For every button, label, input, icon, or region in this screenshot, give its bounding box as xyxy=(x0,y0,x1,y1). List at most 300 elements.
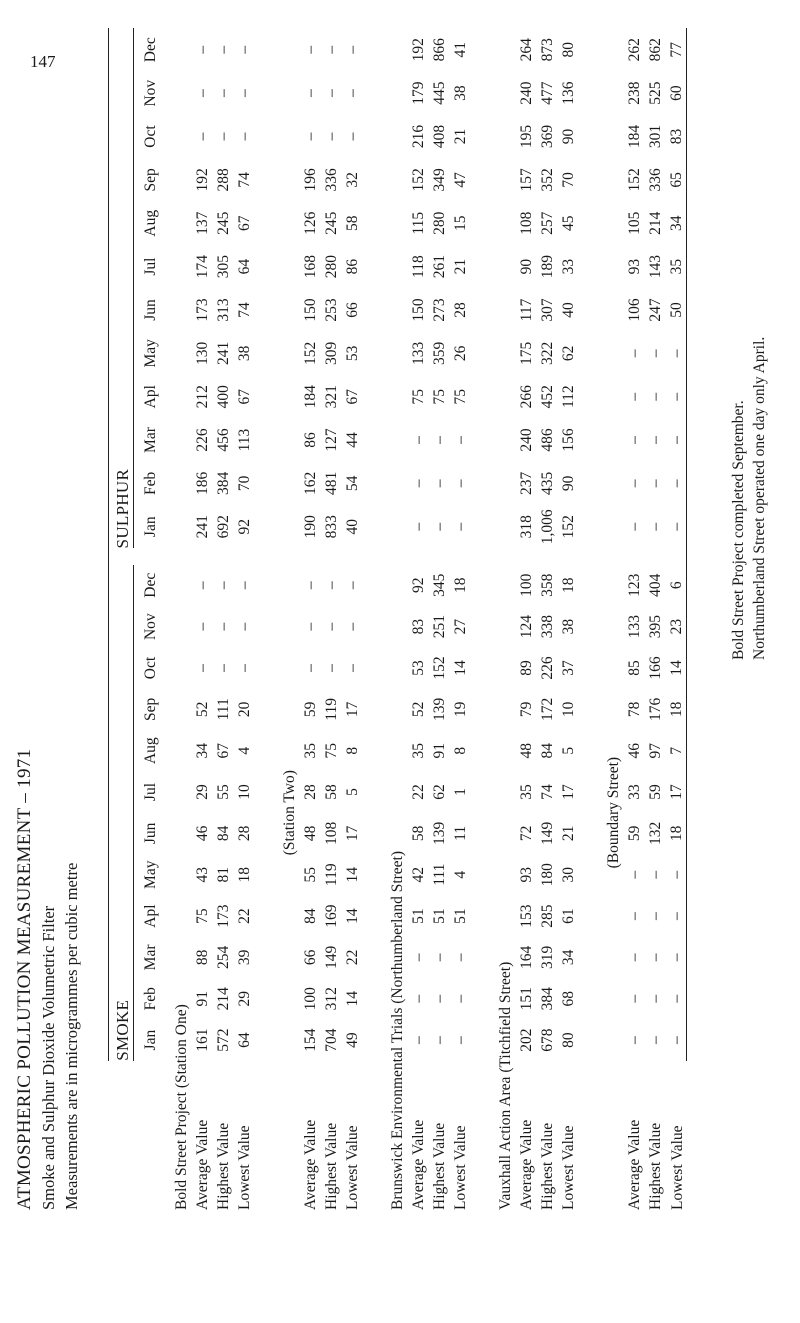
sulphur-value-cell: 245 xyxy=(215,211,232,235)
sulphur-value-cell: 435 xyxy=(539,471,556,496)
sulphur-value-cell: 64 xyxy=(236,258,253,275)
smoke-value-cell: 119 xyxy=(323,698,340,721)
sulphur-value-cell: 112 xyxy=(560,385,577,409)
sulphur-value-cell: 137 xyxy=(194,211,211,235)
smoke-value-cell: 8 xyxy=(452,746,469,755)
sulphur-value-cell: 400 xyxy=(215,385,232,409)
sulphur-value-cell: 408 xyxy=(431,124,448,149)
sulphur-value-cell: 133 xyxy=(410,341,427,365)
sulphur-value-cell: 352 xyxy=(539,168,556,192)
sulphur-value-cell: 322 xyxy=(539,341,556,365)
smoke-value-cell: 132 xyxy=(647,821,664,845)
sulphur-value-cell: – xyxy=(194,89,211,98)
sulphur-value-cell: 40 xyxy=(560,302,577,318)
smoke-value-cell: – xyxy=(626,994,643,1003)
smoke-value-cell: 704 xyxy=(323,1028,340,1052)
smoke-value-cell: 84 xyxy=(215,825,232,842)
smoke-value-cell: 166 xyxy=(647,656,664,680)
sulphur-value-cell: – xyxy=(626,522,643,531)
sulphur-value-cell: 452 xyxy=(539,385,556,409)
smoke-value-cell: 19 xyxy=(452,701,469,718)
sulphur-value-cell: – xyxy=(665,462,687,505)
smoke-value-cell: 17 xyxy=(344,701,361,718)
sulphur-value-cell: 58 xyxy=(344,215,361,231)
smoke-value-cell: – xyxy=(626,953,643,962)
smoke-value-cell: 61 xyxy=(560,908,577,924)
sulphur-value-cell: 190 xyxy=(302,515,319,539)
smoke-value-cell: 345 xyxy=(431,573,448,597)
sulphur-value-cell: 157 xyxy=(518,168,535,192)
smoke-value-cell: 48 xyxy=(302,825,319,842)
smoke-value-cell: 30 xyxy=(560,866,577,883)
sulphur-value-cell: 280 xyxy=(323,254,340,279)
sulphur-value-cell: 127 xyxy=(323,428,340,452)
smoke-value-cell: 254 xyxy=(215,945,232,970)
sulphur-value-cell: 32 xyxy=(344,172,361,188)
sulphur-value-cell: 241 xyxy=(194,515,211,539)
sulphur-value-cell: 21 xyxy=(452,128,469,145)
smoke-month-header: Jun xyxy=(142,822,159,845)
sulphur-value-cell: 28 xyxy=(452,302,469,318)
smoke-value-cell: – xyxy=(410,994,427,1003)
smoke-value-cell: 51 xyxy=(431,908,448,924)
smoke-value-cell: 59 xyxy=(647,784,664,800)
sulphur-value-cell: 184 xyxy=(302,385,319,409)
smoke-value-cell: 176 xyxy=(647,697,664,721)
sulphur-value-cell: 86 xyxy=(302,432,319,448)
units-note: Measurements are in microgrammes per cubic metre xyxy=(62,862,81,1210)
smoke-value-cell: 91 xyxy=(431,742,448,759)
smoke-value-cell: 14 xyxy=(344,991,361,1007)
sulphur-value-cell: 90 xyxy=(518,258,535,275)
sulphur-value-cell: 288 xyxy=(215,168,232,192)
sulphur-value-cell: 192 xyxy=(194,168,211,192)
row-label: Highest Value xyxy=(647,1122,664,1210)
smoke-value-cell: 172 xyxy=(539,697,556,721)
smoke-value-cell: 7 xyxy=(665,730,687,771)
sulphur-value-cell: 318 xyxy=(518,515,535,539)
smoke-value-cell: 5 xyxy=(344,788,361,796)
sulphur-value-cell: – xyxy=(665,375,687,418)
sulphur-value-cell: 156 xyxy=(560,428,577,452)
sulphur-value-cell: 108 xyxy=(518,211,535,235)
smoke-value-cell: 572 xyxy=(215,1028,232,1052)
smoke-value-cell: 358 xyxy=(539,573,556,597)
sulphur-value-cell: 67 xyxy=(236,388,253,405)
smoke-month-header: Sep xyxy=(142,697,159,721)
table-row xyxy=(341,28,362,1210)
sulphur-value-cell: 184 xyxy=(626,124,643,149)
smoke-value-cell: 18 xyxy=(560,577,577,594)
smoke-value-cell: 108 xyxy=(323,821,340,845)
sulphur-value-cell: 77 xyxy=(665,28,687,71)
smoke-value-cell: 404 xyxy=(647,573,664,597)
sulphur-month-header: Jul xyxy=(142,257,159,276)
sulphur-value-cell: 238 xyxy=(626,81,643,105)
sulphur-value-cell: 168 xyxy=(302,254,319,279)
smoke-value-cell: 64 xyxy=(236,1032,253,1048)
smoke-value-cell: 88 xyxy=(194,949,211,966)
sulphur-value-cell: 192 xyxy=(410,38,427,62)
smoke-value-cell: 28 xyxy=(302,784,319,800)
smoke-value-cell: 74 xyxy=(539,784,556,800)
sulphur-value-cell: – xyxy=(236,45,253,54)
smoke-value-cell: 48 xyxy=(518,742,535,759)
smoke-value-cell: 59 xyxy=(302,701,319,718)
smoke-value-cell: – xyxy=(665,978,687,1019)
row-label: Lowest Value xyxy=(344,1125,361,1210)
smoke-value-cell: 14 xyxy=(665,647,687,688)
page-number: 147 xyxy=(30,52,56,71)
smoke-value-cell: 251 xyxy=(431,615,448,639)
smoke-value-cell: – xyxy=(647,912,664,920)
sulphur-month-header: Mar xyxy=(142,427,159,453)
sulphur-value-cell: 53 xyxy=(344,345,361,362)
sulphur-value-cell: – xyxy=(194,45,211,54)
sulphur-value-cell: 240 xyxy=(518,428,535,452)
smoke-value-cell: – xyxy=(665,937,687,978)
sulphur-value-cell: – xyxy=(626,436,643,444)
sulphur-value-cell: 336 xyxy=(647,168,664,192)
smoke-value-cell: 10 xyxy=(236,784,253,800)
smoke-value-cell: – xyxy=(344,664,361,672)
smoke-value-cell: 33 xyxy=(626,784,643,800)
sulphur-value-cell: 44 xyxy=(344,432,361,448)
sulphur-value-cell: 237 xyxy=(518,471,535,496)
smoke-value-cell: 29 xyxy=(236,991,253,1007)
smoke-value-cell: 28 xyxy=(236,825,253,842)
sulphur-month-header: Apl xyxy=(142,385,159,409)
sulphur-value-cell: – xyxy=(410,436,427,444)
smoke-value-cell: – xyxy=(215,622,232,631)
section-title: (Boundary Street) xyxy=(605,756,622,869)
sulphur-value-cell: 126 xyxy=(302,211,319,235)
sulphur-value-cell: – xyxy=(215,132,232,141)
smoke-value-cell: – xyxy=(344,581,361,590)
sulphur-value-cell: 35 xyxy=(665,245,687,288)
sulphur-value-cell: – xyxy=(236,89,253,98)
sulphur-value-cell: 226 xyxy=(194,428,211,452)
smoke-value-cell: 35 xyxy=(518,784,535,800)
sulphur-value-cell: – xyxy=(215,89,232,98)
sulphur-value-cell: 866 xyxy=(431,38,448,62)
sulphur-value-cell: 74 xyxy=(236,172,253,188)
sulphur-value-cell: 38 xyxy=(236,345,253,362)
sulphur-value-cell: 195 xyxy=(518,124,535,149)
sulphur-value-cell: – xyxy=(647,436,664,444)
smoke-value-cell: 38 xyxy=(560,618,577,635)
smoke-value-cell: – xyxy=(323,664,340,672)
smoke-value-cell: 5 xyxy=(560,746,577,755)
smoke-value-cell: 42 xyxy=(410,866,427,883)
sulphur-value-cell: – xyxy=(344,132,361,141)
sulphur-month-header: Dec xyxy=(142,37,159,63)
smoke-value-cell: 80 xyxy=(560,1032,577,1048)
sulphur-group-header: SULPHUR xyxy=(109,28,134,548)
sulphur-value-cell: 174 xyxy=(194,254,211,279)
sulphur-value-cell: 47 xyxy=(452,172,469,188)
smoke-value-cell: 23 xyxy=(665,606,687,647)
sulphur-value-cell: 247 xyxy=(647,298,664,322)
smoke-value-cell: 202 xyxy=(518,1028,535,1052)
smoke-value-cell: – xyxy=(647,870,664,879)
smoke-value-cell: – xyxy=(647,994,664,1003)
sulphur-value-cell: 481 xyxy=(323,471,340,496)
row-label: Lowest Value xyxy=(236,1125,253,1210)
smoke-value-cell: 51 xyxy=(410,908,427,924)
sulphur-value-cell: 21 xyxy=(452,258,469,275)
sulphur-value-cell: – xyxy=(626,392,643,401)
smoke-value-cell: 226 xyxy=(539,656,556,680)
sulphur-value-cell: – xyxy=(647,349,664,358)
sulphur-value-cell: 486 xyxy=(539,428,556,452)
smoke-value-cell: 22 xyxy=(344,949,361,966)
sulphur-value-cell: 115 xyxy=(410,211,427,235)
sulphur-value-cell: 83 xyxy=(665,115,687,158)
smoke-value-cell: – xyxy=(344,622,361,631)
sulphur-value-cell: 62 xyxy=(560,345,577,362)
sulphur-value-cell: 525 xyxy=(647,81,664,105)
smoke-value-cell: – xyxy=(626,870,643,879)
pollution-table xyxy=(108,28,687,1210)
sulphur-value-cell: 253 xyxy=(323,298,340,322)
smoke-value-cell: – xyxy=(410,953,427,962)
smoke-value-cell: 75 xyxy=(194,908,211,924)
sulphur-value-cell: – xyxy=(431,436,448,444)
smoke-value-cell: 67 xyxy=(215,742,232,759)
sulphur-month-header: Jan xyxy=(142,516,159,538)
section-title-row xyxy=(484,28,515,1210)
smoke-value-cell: 180 xyxy=(539,863,556,887)
sulphur-value-cell: – xyxy=(452,522,469,531)
sulphur-value-cell: 321 xyxy=(323,385,340,409)
smoke-value-cell: 59 xyxy=(626,825,643,842)
sulphur-value-cell: 384 xyxy=(215,471,232,496)
sulphur-value-cell: 75 xyxy=(431,388,448,405)
sulphur-value-cell: 1,006 xyxy=(539,509,556,545)
smoke-value-cell: – xyxy=(452,953,469,962)
sulphur-value-cell: 15 xyxy=(452,215,469,231)
sulphur-value-cell: – xyxy=(323,45,340,54)
sulphur-value-cell: 70 xyxy=(560,172,577,188)
sulphur-value-cell: – xyxy=(194,132,211,141)
sulphur-value-cell: 75 xyxy=(410,388,427,405)
sulphur-value-cell: 261 xyxy=(431,254,448,279)
table-row xyxy=(449,28,470,1210)
smoke-value-cell: 34 xyxy=(560,949,577,966)
row-label: Average Value xyxy=(194,1119,211,1210)
sulphur-value-cell: 309 xyxy=(323,341,340,365)
smoke-value-cell: – xyxy=(647,1036,664,1044)
sulphur-value-cell: 173 xyxy=(194,298,211,322)
section-title: Brunswick Environmental Trials (Northumberland Street) xyxy=(389,850,406,1210)
smoke-value-cell: 123 xyxy=(626,573,643,597)
smoke-value-cell: 164 xyxy=(518,945,535,970)
smoke-value-cell: 214 xyxy=(215,987,232,1011)
section-title: (Station Two) xyxy=(281,770,298,856)
smoke-value-cell: 46 xyxy=(626,742,643,759)
smoke-value-cell: 10 xyxy=(560,701,577,718)
document-title: ATMOSPHERIC POLLUTION MEASUREMENT – 1971 xyxy=(14,748,35,1210)
smoke-value-cell: 52 xyxy=(410,701,427,718)
sulphur-value-cell: 75 xyxy=(452,388,469,405)
smoke-value-cell: 14 xyxy=(344,908,361,924)
sulphur-value-cell: 113 xyxy=(236,428,253,452)
smoke-value-cell: – xyxy=(194,622,211,631)
smoke-month-header: Oct xyxy=(142,656,159,680)
sulphur-value-cell: 90 xyxy=(560,128,577,145)
smoke-value-cell: – xyxy=(302,622,319,631)
sulphur-value-cell: – xyxy=(452,479,469,488)
smoke-value-cell: – xyxy=(323,581,340,590)
smoke-value-cell: 22 xyxy=(410,784,427,800)
sulphur-value-cell: 34 xyxy=(665,202,687,245)
document-subtitle: Smoke and Sulphur Dioxide Volumetric Filter xyxy=(39,905,58,1210)
sulphur-month-header: Oct xyxy=(142,125,159,148)
smoke-month-header: May xyxy=(142,860,159,889)
smoke-value-cell: 384 xyxy=(539,987,556,1011)
smoke-value-cell: 72 xyxy=(518,825,535,842)
sulphur-value-cell: 45 xyxy=(560,215,577,231)
sulphur-value-cell: 136 xyxy=(560,81,577,105)
sulphur-value-cell: 74 xyxy=(236,302,253,318)
sulphur-value-cell: – xyxy=(215,45,232,54)
smoke-value-cell: – xyxy=(665,895,687,936)
month-header-row xyxy=(134,28,161,1210)
smoke-value-cell: – xyxy=(665,854,687,895)
smoke-value-cell: 139 xyxy=(431,821,448,845)
smoke-value-cell: 18 xyxy=(452,577,469,594)
smoke-value-cell: 55 xyxy=(302,866,319,883)
sulphur-value-cell: 67 xyxy=(236,215,253,231)
sulphur-value-cell: 65 xyxy=(665,158,687,201)
sulphur-value-cell: 212 xyxy=(194,385,211,409)
sulphur-value-cell: 130 xyxy=(194,341,211,365)
sulphur-value-cell: 152 xyxy=(626,168,643,192)
smoke-value-cell: – xyxy=(626,912,643,920)
smoke-value-cell: 14 xyxy=(344,866,361,883)
sulphur-value-cell: 241 xyxy=(215,341,232,365)
sulphur-value-cell: 162 xyxy=(302,471,319,496)
smoke-value-cell: 173 xyxy=(215,904,232,928)
sulphur-value-cell: 33 xyxy=(560,258,577,275)
row-label: Highest Value xyxy=(323,1122,340,1210)
smoke-value-cell: 119 xyxy=(323,863,340,887)
sulphur-value-cell: 214 xyxy=(647,211,664,235)
sulphur-value-cell: 150 xyxy=(410,298,427,322)
sulphur-value-cell: 117 xyxy=(518,298,535,322)
sulphur-value-cell: 245 xyxy=(323,211,340,235)
sulphur-value-cell: 445 xyxy=(431,81,448,105)
smoke-value-cell: 89 xyxy=(518,660,535,676)
sulphur-value-cell: 26 xyxy=(452,345,469,362)
smoke-value-cell: 124 xyxy=(518,615,535,639)
row-label: Average Value xyxy=(302,1119,319,1210)
sulphur-value-cell: 90 xyxy=(560,475,577,492)
smoke-value-cell: 34 xyxy=(194,742,211,759)
smoke-value-cell: 58 xyxy=(410,825,427,842)
smoke-value-cell: 111 xyxy=(215,698,232,721)
sulphur-value-cell: 80 xyxy=(560,42,577,58)
smoke-value-cell: 149 xyxy=(323,945,340,970)
smoke-value-cell: 84 xyxy=(539,742,556,759)
smoke-value-cell: 58 xyxy=(323,784,340,800)
smoke-value-cell: 312 xyxy=(323,987,340,1011)
smoke-value-cell: 43 xyxy=(194,866,211,883)
sulphur-value-cell: – xyxy=(302,132,319,141)
smoke-value-cell: – xyxy=(452,994,469,1003)
sulphur-value-cell: – xyxy=(665,332,687,375)
smoke-value-cell: 4 xyxy=(452,870,469,879)
table-row xyxy=(320,28,341,1210)
sulphur-value-cell: 240 xyxy=(518,81,535,105)
smoke-value-cell: 84 xyxy=(302,908,319,924)
smoke-value-cell: 14 xyxy=(452,660,469,676)
sulphur-month-header: Aug xyxy=(142,209,159,237)
sulphur-value-cell: 692 xyxy=(215,515,232,539)
sulphur-value-cell: 93 xyxy=(626,258,643,275)
sulphur-value-cell: 152 xyxy=(410,168,427,192)
group-header-row xyxy=(109,28,134,1210)
smoke-value-cell: 6 xyxy=(665,565,687,606)
smoke-value-cell: 4 xyxy=(236,746,253,755)
row-label: Lowest Value xyxy=(452,1125,469,1210)
sulphur-value-cell: 186 xyxy=(194,471,211,496)
table-row xyxy=(515,28,536,1210)
smoke-value-cell: – xyxy=(452,1036,469,1044)
sulphur-value-cell: – xyxy=(344,89,361,98)
smoke-value-cell: – xyxy=(431,994,448,1003)
smoke-value-cell: – xyxy=(647,953,664,962)
sulphur-value-cell: 40 xyxy=(344,519,361,535)
smoke-value-cell: 55 xyxy=(215,784,232,800)
table-row xyxy=(536,28,557,1210)
row-label: Lowest Value xyxy=(668,1125,686,1210)
table-row xyxy=(407,28,428,1210)
smoke-value-cell: – xyxy=(665,1019,687,1060)
table-row xyxy=(557,28,578,1210)
section-title: Vauxhall Action Area (Titchfield Street) xyxy=(497,961,514,1210)
sulphur-month-header: Feb xyxy=(142,471,159,496)
smoke-month-header: Aug xyxy=(142,737,159,765)
smoke-value-cell: 83 xyxy=(410,618,427,635)
smoke-value-cell: 35 xyxy=(410,742,427,759)
sulphur-value-cell: 70 xyxy=(236,475,253,492)
smoke-value-cell: 49 xyxy=(344,1032,361,1048)
smoke-value-cell: 52 xyxy=(194,701,211,718)
sulphur-value-cell: 67 xyxy=(344,388,361,405)
sulphur-month-header: Jun xyxy=(142,299,159,321)
sulphur-value-cell: 873 xyxy=(539,38,556,62)
smoke-value-cell: 152 xyxy=(431,656,448,680)
smoke-value-cell: 395 xyxy=(647,615,664,639)
smoke-value-cell: 85 xyxy=(626,660,643,676)
sulphur-value-cell: – xyxy=(323,89,340,98)
sulphur-value-cell: 262 xyxy=(626,38,643,62)
sulphur-value-cell: 152 xyxy=(302,341,319,365)
smoke-value-cell: 8 xyxy=(344,746,361,755)
sulphur-value-cell: 143 xyxy=(647,254,664,279)
sulphur-value-cell: 105 xyxy=(626,211,643,235)
section-title-row xyxy=(376,28,407,1210)
sulphur-value-cell: 179 xyxy=(410,81,427,105)
sulphur-value-cell: – xyxy=(431,479,448,488)
table-row xyxy=(665,28,687,1210)
sulphur-value-cell: – xyxy=(626,479,643,488)
smoke-value-cell: 100 xyxy=(302,987,319,1011)
smoke-value-cell: 81 xyxy=(215,866,232,883)
smoke-month-header: Mar xyxy=(142,944,159,971)
